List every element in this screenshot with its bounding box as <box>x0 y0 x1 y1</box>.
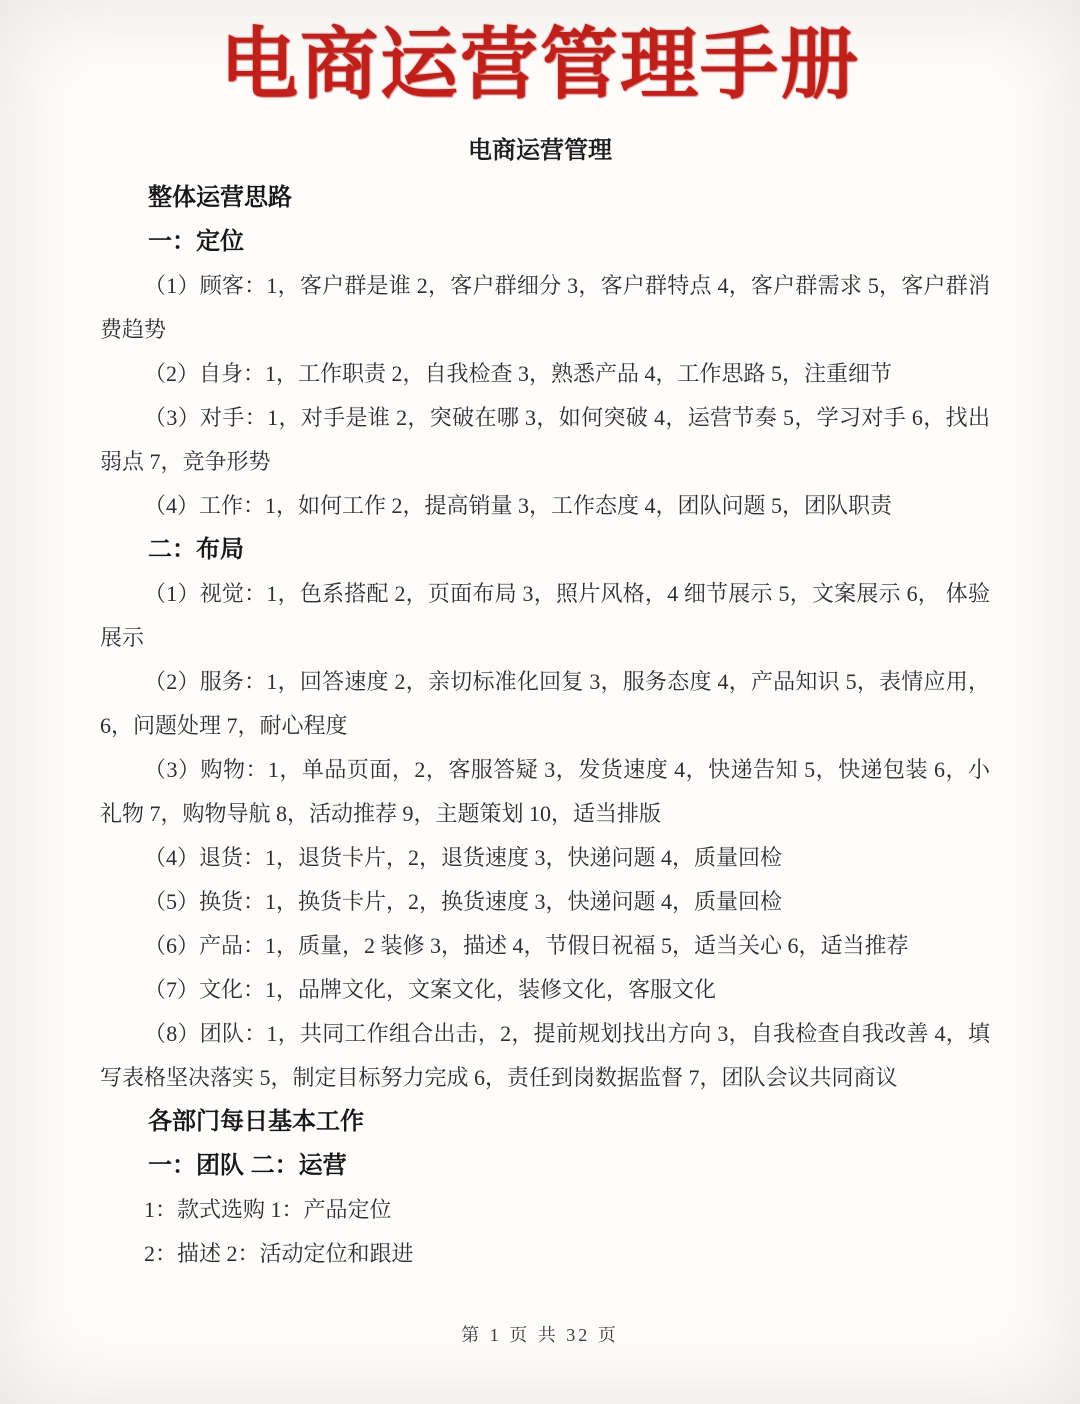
document-body <box>0 176 1080 1276</box>
paragraph-competitor: （3）对手：1，对手是谁 2，突破在哪 3，如何突破 4，运营节奏 5，学习对手 6，找出弱点 7，竞争形势 <box>100 405 990 474</box>
section-heading-daily-work: 各部门每日基本工作 <box>148 1108 364 1135</box>
paragraph-work: （4）工作：1，如何工作 2，提高销量 3，工作态度 4，团队问题 5，团队职责 <box>144 493 893 518</box>
subsection-heading-daily-columns: 一：团队 二：运营 <box>148 1152 347 1179</box>
section-heading-overall-strategy: 整体运营思路 <box>148 184 292 211</box>
subsection-heading-positioning: 一：定位 <box>148 228 244 255</box>
daily-item-2: 2：描述 2：活动定位和跟进 <box>144 1241 414 1266</box>
paragraph-self: （2）自身：1，工作职责 2，自我检查 3，熟悉产品 4，工作思路 5，注重细节 <box>144 361 893 386</box>
paragraph-culture: （7）文化：1，品牌文化，文案文化，装修文化，客服文化 <box>144 977 717 1002</box>
paragraph-visual: （1）视觉：1，色系搭配 2，页面布局 3，照片风格，4 细节展示 5，文案展示 6， 体验展示 <box>100 581 990 650</box>
document-subtitle: 电商运营管理 <box>468 137 612 164</box>
paragraph-exchange: （5）换货：1，换货卡片，2，换货速度 3，快递问题 4，质量回检 <box>144 889 783 914</box>
paragraph-team: （8）团队：1，共同工作组合出击，2，提前规划找出方向 3，自我检查自我改善 4，填写表格坚决落实 5，制定目标努力完成 6，责任到岗数据监督 7，团队会议共同商议 <box>100 1021 990 1090</box>
paragraph-service: （2）服务：1，回答速度 2，亲切标准化回复 3，服务态度 4，产品知识 5，表情应用，6，问题处理 7，耐心程度 <box>100 669 990 738</box>
paragraph-customer: （1）顾客：1，客户群是谁 2，客户群细分 3，客户群特点 4，客户群需求 5，客户群消费趋势 <box>100 273 990 342</box>
page-number: 第 1 页 共 32 页 <box>461 1325 619 1345</box>
paragraph-product: （6）产品：1，质量，2 装修 3，描述 4，节假日祝福 5，适当关心 6，适当推荐 <box>144 933 909 958</box>
daily-item-1: 1：款式选购 1：产品定位 <box>144 1197 392 1222</box>
subsection-heading-layout: 二：布局 <box>148 536 244 563</box>
paragraph-shopping: （3）购物：1，单品页面，2，客服答疑 3，发货速度 4，快递告知 5，快递包装 6，小礼物 7，购物导航 8，活动推荐 9，主题策划 10，适当排版 <box>100 757 990 826</box>
document-banner-title: 电商运营管理手册 <box>219 20 860 108</box>
paragraph-returns: （4）退货：1，退货卡片，2，退货速度 3，快递问题 4，质量回检 <box>144 845 783 870</box>
